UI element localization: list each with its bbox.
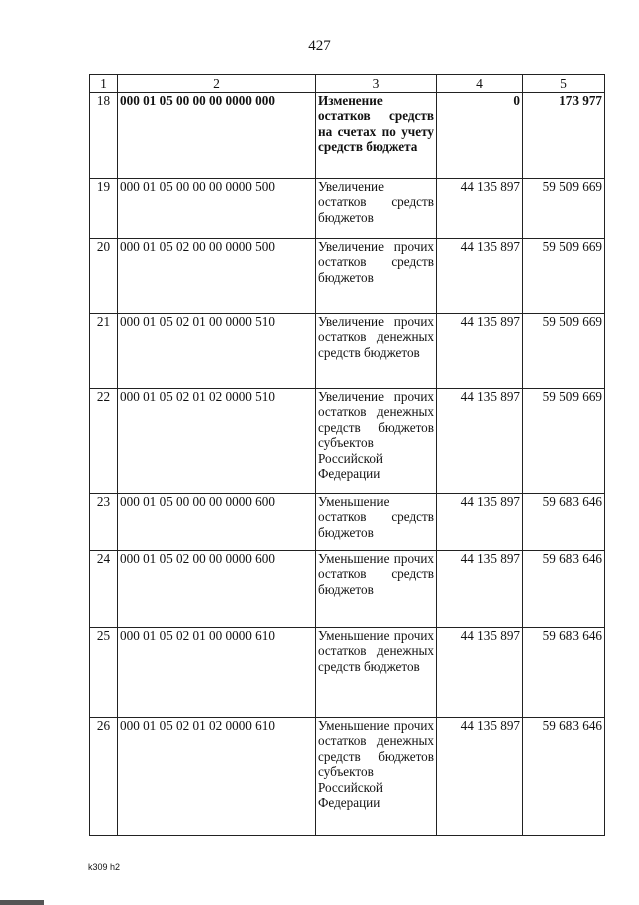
row-description: Уменьшение прочих остатков денежных средств бюджетов субъектов Российской Федерации xyxy=(316,718,437,836)
row-number: 26 xyxy=(90,718,118,836)
table-row xyxy=(90,718,605,836)
value-col5: 59 683 646 xyxy=(523,494,605,551)
scan-artifact xyxy=(0,900,44,905)
table-row xyxy=(90,314,605,389)
value-col5: 59 683 646 xyxy=(523,551,605,628)
row-description: Уменьшение остатков средств бюджетов xyxy=(316,494,437,551)
budget-code: 000 01 05 02 00 00 0000 500 xyxy=(118,239,316,314)
table-row xyxy=(90,494,605,551)
value-col4: 44 135 897 xyxy=(437,239,523,314)
value-col4: 44 135 897 xyxy=(437,314,523,389)
budget-code: 000 01 05 02 01 00 0000 610 xyxy=(118,628,316,718)
value-col5: 59 509 669 xyxy=(523,314,605,389)
value-col5: 59 509 669 xyxy=(523,239,605,314)
header-cell-4: 4 xyxy=(437,75,523,93)
value-col5: 59 509 669 xyxy=(523,389,605,494)
row-number: 25 xyxy=(90,628,118,718)
table-row xyxy=(90,551,605,628)
row-number: 20 xyxy=(90,239,118,314)
value-col4: 0 xyxy=(437,93,523,179)
header-cell-1: 1 xyxy=(90,75,118,93)
value-col5: 59 683 646 xyxy=(523,628,605,718)
value-col5: 173 977 xyxy=(523,93,605,179)
header-cell-2: 2 xyxy=(118,75,316,93)
row-number: 24 xyxy=(90,551,118,628)
budget-code: 000 01 05 02 01 00 0000 510 xyxy=(118,314,316,389)
value-col4: 44 135 897 xyxy=(437,179,523,239)
table-row xyxy=(90,628,605,718)
row-description: Увеличение остатков средств бюджетов xyxy=(316,179,437,239)
table-row xyxy=(90,93,605,179)
row-description: Увеличение прочих остатков денежных средств бюджетов xyxy=(316,314,437,389)
row-description: Увеличение прочих остатков денежных средств бюджетов субъектов Российской Федерации xyxy=(316,389,437,494)
row-description: Увеличение прочих остатков средств бюджетов xyxy=(316,239,437,314)
header-row xyxy=(90,75,605,93)
value-col4: 44 135 897 xyxy=(437,389,523,494)
header-cell-3: 3 xyxy=(316,75,437,93)
value-col5: 59 509 669 xyxy=(523,179,605,239)
row-number: 19 xyxy=(90,179,118,239)
budget-code: 000 01 05 00 00 00 0000 500 xyxy=(118,179,316,239)
header-cell-5: 5 xyxy=(523,75,605,93)
row-number: 22 xyxy=(90,389,118,494)
row-number: 18 xyxy=(90,93,118,179)
budget-code: 000 01 05 02 01 02 0000 510 xyxy=(118,389,316,494)
row-description: Уменьшение прочих остатков денежных средств бюджетов xyxy=(316,628,437,718)
table-row xyxy=(90,239,605,314)
row-number: 23 xyxy=(90,494,118,551)
budget-code: 000 01 05 00 00 00 0000 600 xyxy=(118,494,316,551)
budget-table xyxy=(89,74,605,836)
table-row xyxy=(90,389,605,494)
row-description: Уменьшение прочих остатков средств бюджетов xyxy=(316,551,437,628)
footer-code: k309 h2 xyxy=(88,862,121,872)
row-number: 21 xyxy=(90,314,118,389)
budget-code: 000 01 05 00 00 00 0000 000 xyxy=(118,93,316,179)
value-col4: 44 135 897 xyxy=(437,718,523,836)
value-col5: 59 683 646 xyxy=(523,718,605,836)
value-col4: 44 135 897 xyxy=(437,551,523,628)
budget-code: 000 01 05 02 00 00 0000 600 xyxy=(118,551,316,628)
value-col4: 44 135 897 xyxy=(437,494,523,551)
table-row xyxy=(90,179,605,239)
value-col4: 44 135 897 xyxy=(437,628,523,718)
row-description: Изменение остатков средств на счетах по учету средств бюджета xyxy=(316,93,437,179)
page-number: 427 xyxy=(308,38,331,54)
budget-code: 000 01 05 02 01 02 0000 610 xyxy=(118,718,316,836)
